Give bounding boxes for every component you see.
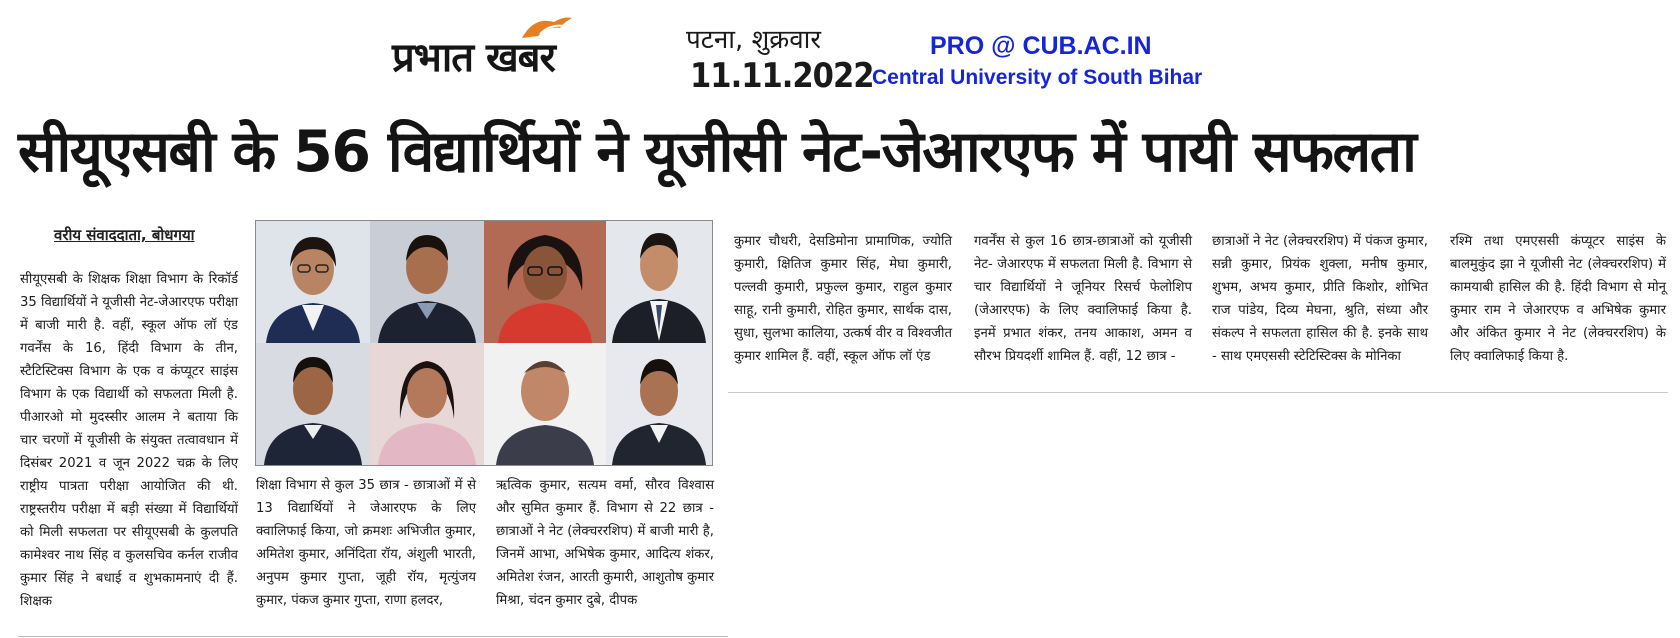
article-column-4: कुमार चौधरी, देसडिमोना प्रामाणिक, ज्योति कुमारी, क्षितिज कुमार सिंह, मेघा कुमारी, पल्लवी कुमारी, प्रफुल्ल कुमार, राहुल कुमार साहू, रानी कुमारी, रोहित कुमार, सार्थक दास, सुधा, सुलभा कालिया, उत्कर्ष वीर व विश्वजीत कुमार शामिल हैं. वहीं, स्कूल ऑफ लॉ एंड — [734, 234, 952, 364]
pro-email: PRO @ CUB.AC.IN — [930, 32, 1152, 60]
university-name: Central University of South Bihar — [872, 66, 1203, 89]
student-photo — [484, 221, 606, 343]
article-column-3: ऋत्विक कुमार, सत्यम वर्मा, सौरव विश्वास और सुमित कुमार हैं. विभाग से 22 छात्र - छात्राओं ने नेट (लेक्चररशिप) में बाजी मारी है, जिनमें आभा, अभिषेक कुमार, आदित्य शंकर, अमितेश रंजन, आरती कुमारी, आशुतोष कुमार मिश्रा, चंदन कुमार दुबे, दीपक — [496, 478, 714, 608]
sun-bird-logo-icon — [520, 14, 574, 40]
article-column-6: छात्राओं ने नेट (लेक्चररशिप) में पंकज कुमार, सन्नी कुमार, प्रियंक शुक्ला, मनीष कुमार, शुभम, अभय कुमार, प्रीति किशोर, शोभित राज पांडेय, दिव्य मेघना, श्रुति, संध्या और संकल्प ने सफलता हासिल की है. इनके साथ - साथ एमएससी स्टेटिस्टिक्स के मोनिका — [1212, 234, 1428, 364]
student-photo-grid — [255, 220, 713, 466]
bottom-rule — [18, 636, 728, 637]
article-column-1: सीयूएसबी के शिक्षक शिक्षा विभाग के रिकॉर्ड 35 विद्यार्थियों ने यूजीसी नेट-जेआरएफ परीक्षा में बाजी मारी है. वहीं, स्कूल ऑफ लॉ एंड गवर्नेंस के 16, हिंदी विभाग के तीन, स्टैटिस्टिक्स विभाग के एक व कंप्यूटर साइंस विभाग के एक विद्यार्थी को सफलता मिली है. पीआरओ मो मुदस्सीर आलम ने बताया कि चार चरणों में यूजीसी के संयुक्त तत्वावधान में दिसंबर 2021 व जून 2022 चक्र के लिए राष्ट्रीय पात्रता परीक्षा आयोजित की थी. राष्ट्रस्तरीय परीक्षा में बड़ी संख्या में विद्यार्थियों को मिली सफलता पर सीयूएसबी के कुलपति कामेश्वर नाथ सिंह व कुलसचिव कर्नल राजीव कुमार सिंह ने बधाई व शुभकामनाएं दी हैं. शिक्षक — [20, 272, 238, 609]
student-photo — [256, 343, 370, 465]
student-photo — [606, 343, 712, 465]
student-photo — [606, 221, 712, 343]
article-column-7: रश्मि तथा एमएससी कंप्यूटर साइंस के बालमुकुंद झा ने यूजीसी नेट (लेक्चररशिप) में कामयाबी हासिल की है. हिंदी विभाग से मोनू कुमार राम ने जेआरएफ व अभिषेक कुमार और अंकित कुमार ने नेट (लेक्चररशिप) के लिए क्वालिफाई किया है. — [1450, 234, 1666, 364]
dateline-city-day: पटना, शुक्रवार — [686, 25, 822, 55]
article-byline: वरीय संवाददाता, बोधगया — [54, 226, 195, 244]
article-column-5: गवर्नेंस से कुल 16 छात्र-छात्राओं को यूजीसी नेट- जेआरएफ में सफलता मिली है. विभाग से चार विद्यार्थियों ने जूनियर रिसर्च फेलोशिप (जेआरएफ) के लिए क्वालिफाई किया है. इनमें प्रभात शंकर, तनय आकाश, अमन व सौरभ प्रियदर्शी शामिल हैं. वहीं, 12 छात्र - — [974, 234, 1192, 364]
newspaper-logo: प्रभात खबर — [392, 35, 555, 81]
article-headline: सीयूएसबी के 56 विद्यार्थियों ने यूजीसी नेट-जेआरएफ में पायी सफलता — [18, 119, 1416, 185]
student-photo — [370, 221, 484, 343]
article-column-2: शिक्षा विभाग से कुल 35 छात्र - छात्राओं में से 13 विद्यार्थियों ने जेआरएफ के लिए क्वालिफाई किया, जो क्रमशः अभिजीत कुमार, अमितेश कुमार, अनिंदिता रॉय, अंशुली भारती, अनुपम कुमार गुप्ता, जूही रॉय, मृत्युंजय कुमार, पंकज कुमार गुप्ता, राणा हलदर, — [256, 478, 476, 608]
student-photo — [256, 221, 370, 343]
column-divider-rule — [728, 392, 1668, 393]
student-photo — [370, 343, 484, 465]
dateline-date: 11.11.2022 — [690, 56, 874, 96]
student-photo — [484, 343, 606, 465]
